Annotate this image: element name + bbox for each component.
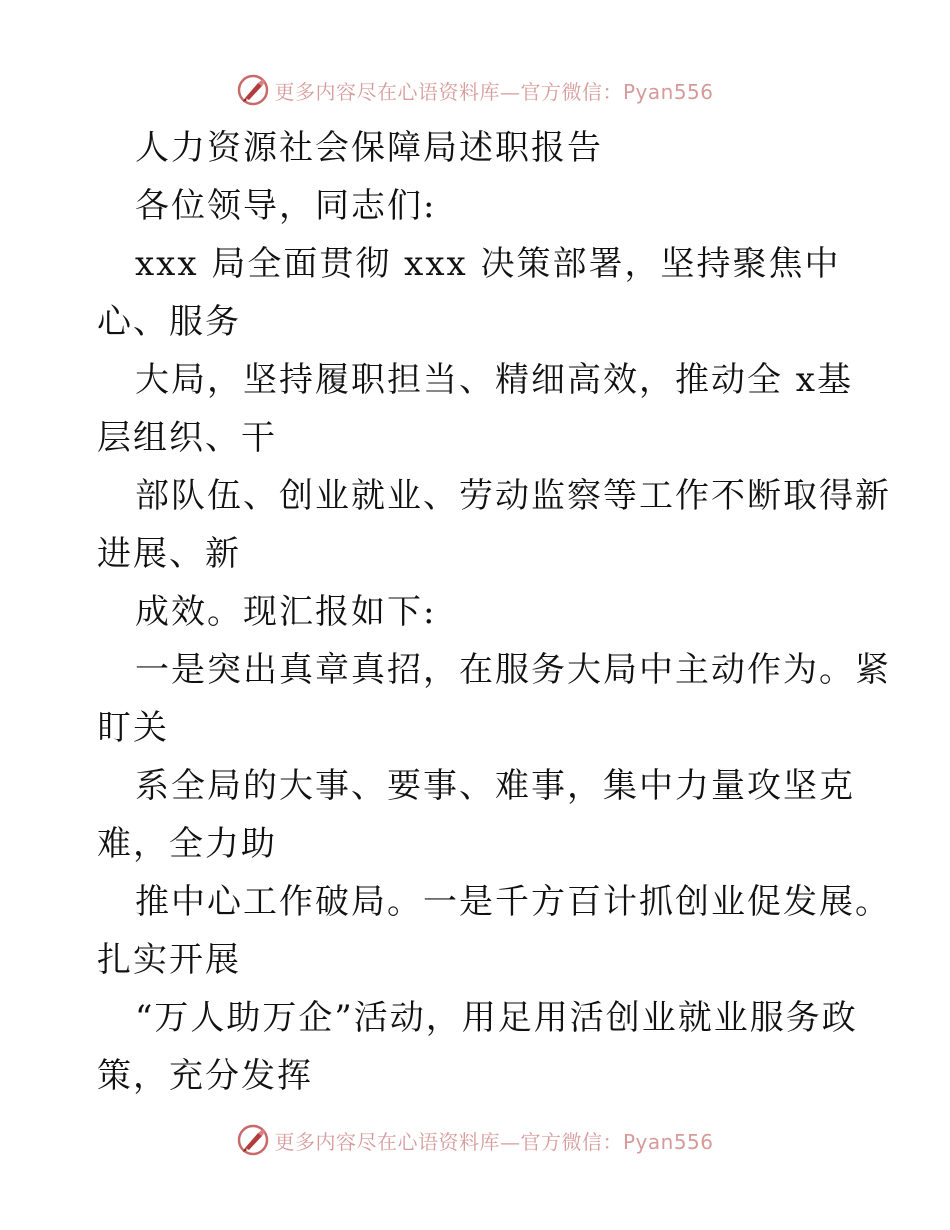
header-text: 更多内容尽在心语资料库—官方微信： <box>274 79 623 104</box>
text-line: 大局，坚持履职担当、精细高效，推动全 x基 <box>135 360 853 400</box>
text-line: 成效。现汇报如下: <box>135 592 437 632</box>
text-line: 心、服务 <box>97 302 241 342</box>
text-line: “万人助万企”活动，用足用活创业就业服务政 <box>135 998 858 1038</box>
text-line: 难，全力助 <box>97 824 277 864</box>
footer-banner <box>0 1120 950 1160</box>
text-line: xxx 局全面贯彻 xxx 决策部署，坚持聚焦中 <box>135 244 841 284</box>
pen-logo-icon <box>236 73 270 107</box>
text-line: 进展、新 <box>97 534 241 574</box>
text-line: 部队伍、创业就业、劳动监察等工作不断取得新 <box>135 476 891 516</box>
text-line: 系全局的大事、要事、难事，集中力量攻坚克 <box>135 766 855 806</box>
footer-wechat-id: Pyan556 <box>622 1129 714 1154</box>
text-line: 策，充分发挥 <box>97 1056 313 1096</box>
header-banner <box>0 70 950 110</box>
text-line: 盯关 <box>97 708 169 748</box>
text-line: 各位领导，同志们: <box>135 186 437 226</box>
footer-text: 更多内容尽在心语资料库—官方微信： <box>274 1129 623 1154</box>
pen-logo-icon <box>236 1123 270 1157</box>
text-line: 推中心工作破局。一是千方百计抓创业促发展。 <box>135 882 891 922</box>
document-title: 人力资源社会保障局述职报告 <box>135 128 603 168</box>
text-line: 扎实开展 <box>97 940 241 980</box>
header-wechat-id: Pyan556 <box>622 79 714 104</box>
text-line: 层组织、干 <box>97 418 277 458</box>
text-line: 一是突出真章真招，在服务大局中主动作为。紧 <box>135 650 891 690</box>
